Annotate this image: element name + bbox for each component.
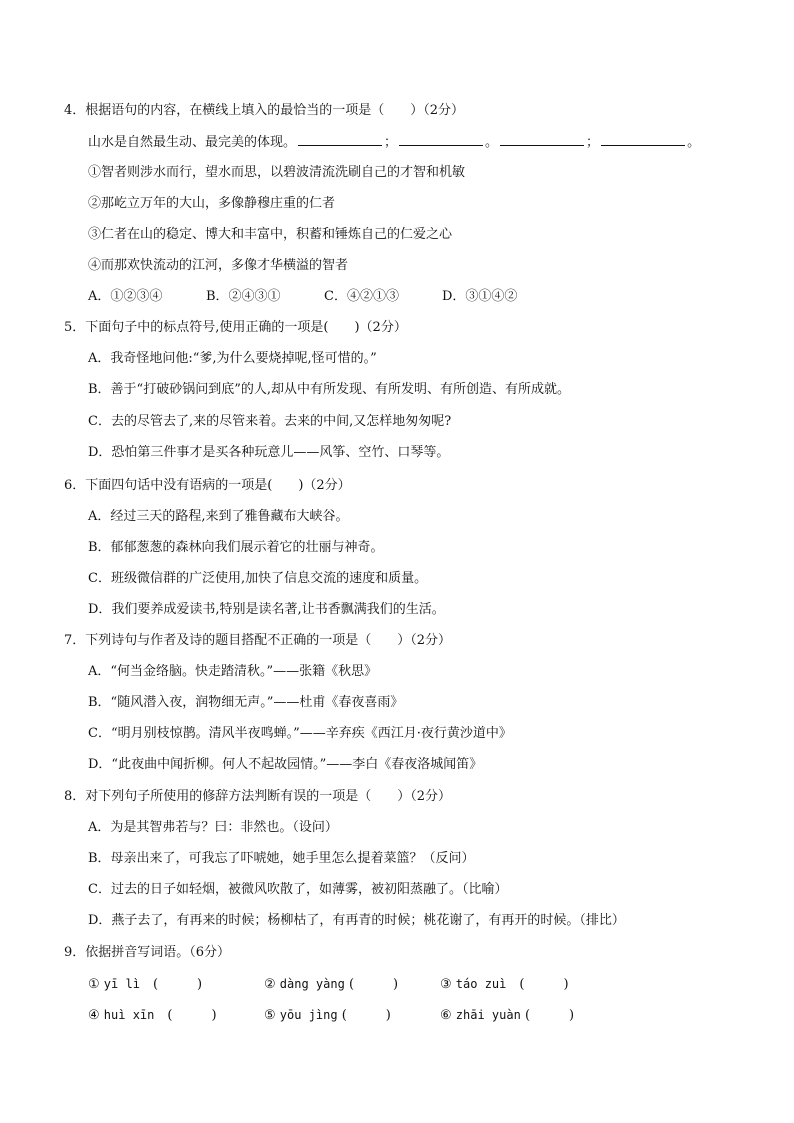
q9-item-4-num: ④ (88, 1008, 100, 1023)
q9-stem: 9．依据拼音写词语。（6分） (64, 945, 231, 960)
q7-option-a: A．“何当金络脑。快走踏清秋。”——张籍《秋思》 (88, 664, 378, 679)
q8-stem: 8．对下列句子所使用的修辞方法判断有误的一项是（ ）（2分） (64, 789, 452, 804)
q9-row-1 (88, 975, 616, 994)
q9-item-5-num: ⑤ (264, 1008, 276, 1023)
q9-item-4-pinyin: huì xīn (103, 1008, 155, 1022)
q9-item-4 (88, 1006, 264, 1025)
q4-choices (88, 288, 517, 306)
q5-option-c: C．去的尽管去了,来的尽管来着。去来的中间,又怎样地匆匆呢? (88, 414, 452, 429)
q9-item-5-pinyin: yōu jìng (279, 1008, 338, 1022)
q7-option-c: C．“明月别枝惊鹊。清风半夜鸣蝉。”——辛弃疾《西江月·夜行黄沙道中》 (88, 726, 512, 741)
q7-option-b: B．“随风潜入夜，润物细无声。”——杜甫《春夜喜雨》 (88, 695, 404, 710)
q4-item-3: ③仁者在山的稳定、博大和丰富中，积蓄和锤炼自己的仁爱之心 (88, 227, 453, 242)
q6-option-b: B．郁郁葱葱的森林向我们展示着它的壮丽与神奇。 (88, 540, 384, 555)
q4-sep-4: 。 (687, 135, 701, 150)
q9-item-3 (440, 975, 616, 994)
q4-sep-3: ； (586, 135, 600, 150)
q4-item-4: ④而那欢快流动的江河，多像才华横溢的智者 (88, 258, 349, 273)
q9-item-1-answer-blank[interactable]: ( ) (152, 977, 203, 992)
q4-blank-4 (601, 133, 685, 146)
q4-sentence-start: 山水是自然最生动、最完美的体现。 (88, 135, 297, 150)
q8-option-d: D．燕子去了，有再来的时候；杨柳枯了，有再青的时候；桃花谢了，有再开的时候。（排比） (88, 913, 625, 928)
q6-stem: 6．下面四句话中没有语病的一项是( )（2分） (64, 478, 351, 493)
q6-option-c: C．班级微信群的广泛使用,加快了信息交流的速度和质量。 (88, 571, 428, 586)
q4-blank-3 (500, 133, 584, 146)
q5-stem: 5．下面句子中的标点符号,使用正确的一项是( )（2分） (64, 320, 407, 335)
q9-item-5-answer-blank[interactable]: ( ) (341, 1008, 391, 1023)
q6-option-d: D．我们要养成爱读书,特别是读名著,让书香飘满我们的生活。 (88, 602, 445, 617)
q9-item-2-answer-blank[interactable]: ( ) (348, 977, 399, 992)
q5-option-b: B．善于“打破砂锅问到底”的人,却从中有所发现、有所发明、有所创造、有所成就。 (88, 382, 570, 397)
q9-item-6-answer-blank[interactable]: ( ) (524, 1008, 575, 1023)
q5-option-d: D．恐怕第三件事才是买各种玩意儿——风筝、空竹、口琴等。 (88, 445, 450, 460)
q4-sep-1: ； (384, 135, 398, 150)
q4-choice-c: C．④②①③ (324, 289, 399, 304)
q9-item-2-num: ② (264, 977, 276, 992)
q9-item-2-pinyin: dàng yàng (279, 977, 345, 991)
q9-item-3-answer-blank[interactable]: ( ) (519, 977, 569, 992)
q4-choice-d: D．③①④② (442, 289, 518, 304)
q9-item-4-answer-blank[interactable]: ( ) (167, 1008, 217, 1023)
q9-item-1 (88, 975, 264, 994)
q4-item-1: ①智者则涉水而行，望水而思，以碧波清流洗刷自己的才智和机敏 (88, 165, 466, 180)
q9-row-2 (88, 1006, 616, 1025)
q9-item-1-pinyin: yī lì (103, 977, 140, 991)
q7-stem: 7．下列诗句与作者及诗的题目搭配不正确的一项是（ ）（2分） (64, 633, 452, 648)
q4-blank-1 (298, 133, 382, 146)
q9-item-3-num: ③ (440, 977, 452, 992)
q8-option-c: C．过去的日子如轻烟，被微风吹散了，如薄雾，被初阳蒸融了。（比喻） (88, 882, 508, 897)
q4-choice-b: B．②④③① (206, 289, 281, 304)
q9-item-6-num: ⑥ (440, 1008, 452, 1023)
q7-option-d: D．“此夜曲中闻折柳。何人不起故园情。”——李白《春夜洛城闻笛》 (88, 757, 483, 772)
q9-item-3-pinyin: táo zuì (455, 977, 507, 991)
q9-item-5 (264, 1006, 440, 1025)
q4-sentence (88, 133, 700, 152)
q4-stem: 4．根据语句的内容，在横线上填入的最恰当的一项是（ ）（2分） (64, 103, 465, 118)
q4-item-2: ②那屹立万年的大山，多像静穆庄重的仁者 (88, 196, 336, 211)
q5-option-a: A．我奇怪地问他:“爹,为什么要烧掉呢,怪可惜的。” (88, 351, 377, 366)
q9-item-2 (264, 975, 440, 994)
q8-option-a: A．为是其智弗若与？曰：非然也。（设问） (88, 820, 338, 835)
q8-option-b: B．母亲出来了，可我忘了吓唬她，她手里怎么提着菜篮？（反问） (88, 851, 475, 866)
q9-item-6-pinyin: zhāi yuàn (455, 1008, 521, 1022)
q9-item-1-num: ① (88, 977, 100, 992)
q4-sep-2: 。 (485, 135, 499, 150)
q6-option-a: A．经过三天的路程,来到了雅鲁藏布大峡谷。 (88, 509, 349, 524)
q9-item-6 (440, 1006, 616, 1025)
q4-choice-a: A．①②③④ (88, 289, 163, 304)
q4-blank-2 (399, 133, 483, 146)
